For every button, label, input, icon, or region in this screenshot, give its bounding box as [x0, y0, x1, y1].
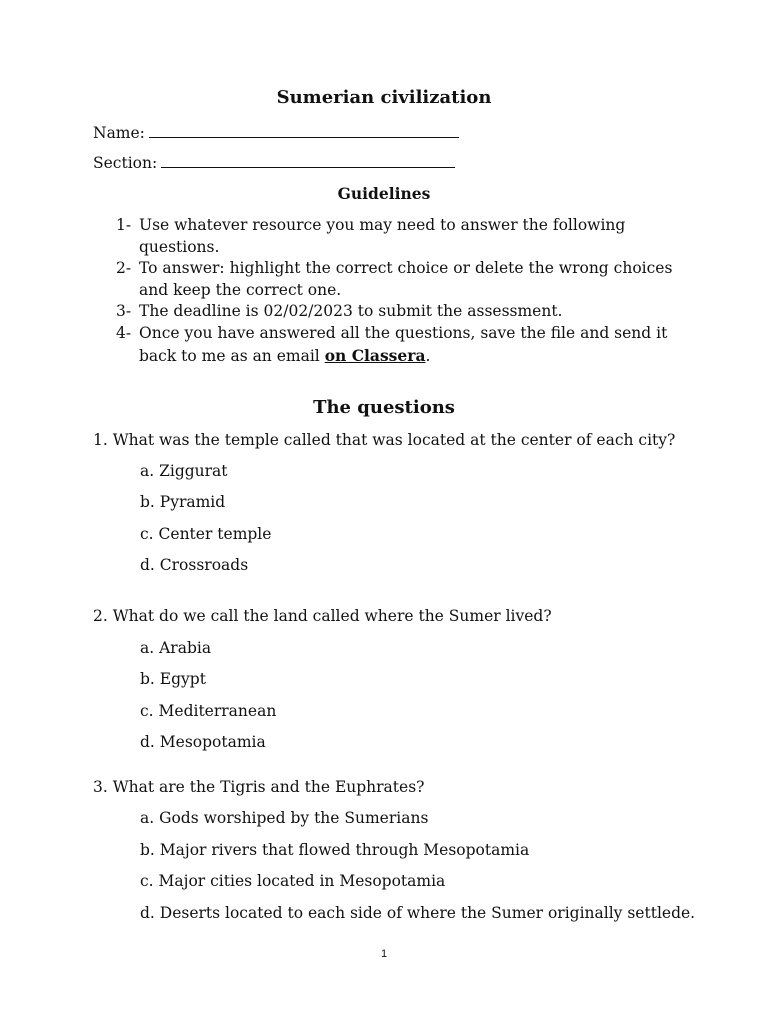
question-text: 3. What are the Tigris and the Euphrates? [93, 778, 425, 796]
section-blank-line[interactable] [161, 152, 455, 168]
section-label: Section: [93, 154, 158, 172]
answer-option[interactable]: b. Egypt [140, 670, 206, 688]
answer-option[interactable]: a. Gods worshiped by the Sumerians [140, 809, 429, 827]
page-number: 1 [380, 948, 388, 960]
answer-option[interactable]: a. Arabia [140, 639, 212, 657]
classera-link[interactable]: on Classera [324, 345, 426, 365]
guideline-text-after: . [425, 346, 431, 365]
guideline-number: 4- [116, 324, 132, 342]
answer-option[interactable]: c. Major cities located in Mesopotamia [140, 872, 446, 890]
answer-option[interactable]: d. Mesopotamia [140, 733, 266, 751]
guideline-text [139, 323, 686, 367]
answer-option[interactable]: a. Ziggurat [140, 462, 228, 480]
guidelines-heading: Guidelines [337, 184, 431, 203]
answer-option[interactable]: c. Center temple [140, 525, 272, 543]
answer-option[interactable]: c. Mediterranean [140, 702, 277, 720]
guideline-text: To answer: highlight the correct choice or delete the wrong choices and keep the correct one. [139, 259, 673, 299]
guideline-item [116, 301, 686, 323]
question-text: 2. What do we call the land called where the Sumer lived? [93, 607, 552, 625]
section-field [93, 152, 455, 172]
guideline-number: 2- [116, 259, 132, 277]
guideline-text: The deadline is 02/02/2023 to submit the assessment. [139, 302, 563, 320]
answer-option[interactable]: d. Crossroads [140, 556, 249, 574]
guideline-number: 1- [116, 216, 132, 234]
name-field [93, 122, 459, 142]
answer-option[interactable]: b. Pyramid [140, 493, 226, 511]
guideline-text-before: Once you have answered all the questions, save the file and send it back to me as an email [139, 324, 668, 365]
guideline-text: Use whatever resource you may need to answer the following questions. [139, 216, 626, 256]
guideline-item [116, 323, 686, 367]
name-blank-line[interactable] [149, 122, 459, 138]
guideline-item [116, 215, 686, 258]
answer-option[interactable]: d. Deserts located to each side of where the Sumer originally settlede. [140, 904, 696, 922]
question-text: 1. What was the temple called that was located at the center of each city? [93, 431, 676, 449]
guideline-number: 3- [116, 302, 132, 320]
questions-heading: The questions [313, 397, 455, 418]
guideline-item [116, 258, 686, 301]
document-title: Sumerian civilization [276, 87, 492, 108]
name-label: Name: [93, 124, 145, 142]
answer-option[interactable]: b. Major rivers that flowed through Mesopotamia [140, 841, 530, 859]
